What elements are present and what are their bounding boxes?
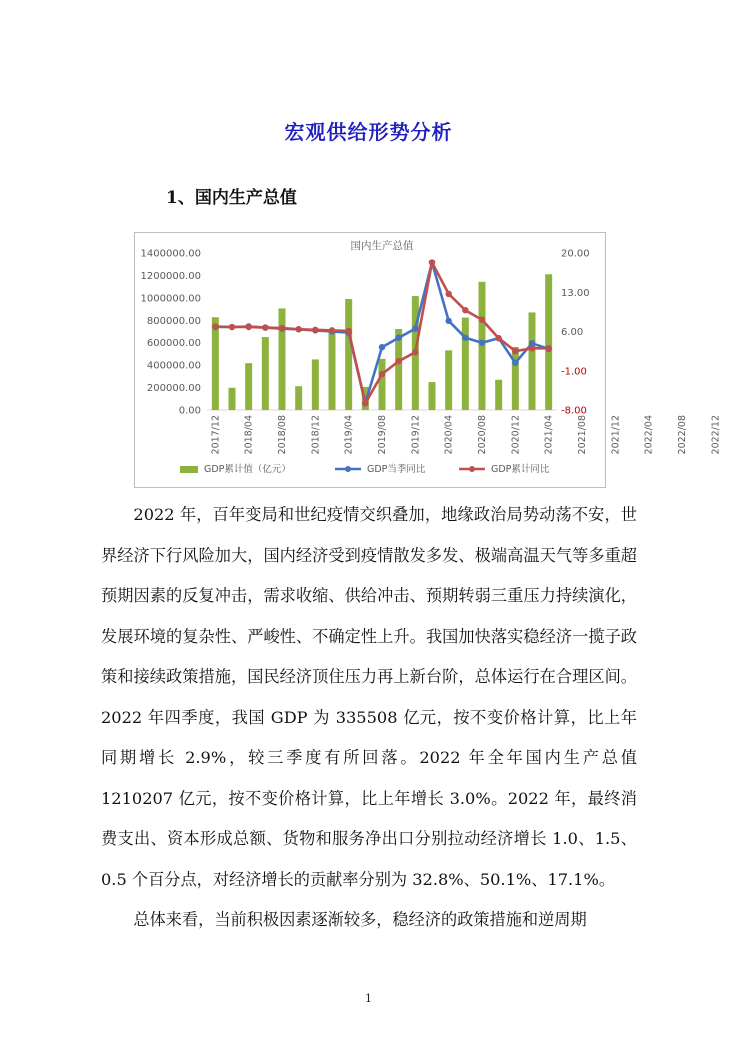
bar: [429, 382, 436, 410]
x-tick-label: 2021/04: [543, 415, 555, 455]
x-tick-label: 2021/08: [577, 415, 588, 455]
point-cumulative: [445, 291, 451, 297]
point-cumulative: [462, 307, 468, 313]
point-cumulative: [512, 348, 518, 354]
x-tick-label: 2018/12: [310, 415, 322, 455]
point-quarterly: [379, 344, 385, 350]
y-left-tick-label: 1000000.00: [140, 293, 201, 305]
x-tick-label: 2020/04: [443, 415, 455, 455]
paragraph-2: 总体来看，当前积极因素逐渐较多，稳经济的政策措施和逆周期: [133, 910, 587, 929]
y-left-tick-label: 1400000.00: [140, 248, 201, 260]
y-right-tick-label: 20.00: [561, 248, 590, 260]
point-quarterly: [512, 360, 518, 366]
legend-label-line: GDP累计同比: [491, 464, 550, 475]
point-cumulative: [529, 345, 535, 351]
y-left-tick-label: 0.00: [178, 405, 201, 417]
point-quarterly: [445, 318, 451, 324]
y-left-tick-label: 1200000.00: [140, 270, 201, 282]
y-right-tick-label: 6.00: [561, 327, 584, 338]
bar: [329, 332, 336, 411]
point-cumulative: [312, 327, 318, 333]
y-right-tick-label: -8.00: [561, 405, 587, 417]
y-left-tick-label: 200000.00: [146, 383, 201, 395]
page-number: 1: [365, 992, 372, 1005]
x-tick-label: 2018/04: [243, 415, 255, 455]
y-left-tick-label: 600000.00: [146, 338, 201, 350]
point-cumulative: [429, 259, 435, 265]
x-tick-label: 2022/12: [710, 415, 722, 455]
bar: [512, 347, 519, 410]
bar: [379, 359, 386, 410]
page-title: 宏观供给形势分析: [284, 120, 453, 144]
bar: [279, 308, 286, 410]
section-heading: 1、国内生产总值: [166, 188, 297, 208]
legend-swatch-marker: [345, 466, 351, 472]
chart-title: 国内生产总值: [350, 240, 414, 252]
point-cumulative: [495, 335, 501, 341]
x-tick-label: 2018/08: [277, 415, 288, 455]
point-quarterly: [462, 334, 468, 340]
x-tick-label: 2020/12: [510, 415, 522, 455]
bar: [262, 337, 269, 410]
bar: [545, 274, 552, 410]
x-tick-label: 2022/08: [677, 415, 688, 455]
bar: [229, 388, 236, 410]
point-cumulative: [379, 371, 385, 377]
legend-swatch-marker: [469, 466, 475, 472]
x-tick-label: 2019/08: [377, 415, 388, 455]
bar: [395, 329, 402, 410]
paragraph-1: 2022 年，百年变局和世纪疫情交织叠加，地缘政治局势动荡不安，世界经济下行风险加大，国内经济受到疫情散发多发、极端高温天气等多重超预期因素的反复冲击，需求收缩、供给冲击、预期转弱三重压力持续演化，发展环境的复杂性、严峻性、不确定性上升。我国加快落实稳经济一揽子政策和接续政策措施，国民经济顶住压力再上新台阶，总体运行在合理区间。2022 年四季度，我国 GDP 为 335508 亿元，按不变价格计算，比上年同期增长 2.9%，较三季度有所回落。2022 年全年国内生产总值 1210207 亿元，按不变价格计算，比上年增长 3.0%。2022 年，最终消费支出、资本形成总额、货物和服务净出口分别拉动经济增长 1.0、1.5、0.5 个百分点，对经济增长的贡献率分别为 32.8%、50.1%、17.1%。: [101, 505, 637, 889]
gdp-chart-svg: [135, 233, 722, 487]
bar: [529, 312, 536, 410]
point-cumulative: [479, 317, 485, 323]
bar: [312, 359, 319, 410]
point-cumulative: [262, 324, 268, 330]
point-cumulative: [245, 324, 251, 330]
y-right-tick-label: -1.00: [561, 366, 587, 378]
y-left-tick-label: 400000.00: [146, 360, 201, 372]
bar: [295, 386, 302, 410]
bar: [345, 299, 352, 410]
bar: [462, 318, 469, 410]
point-cumulative: [395, 358, 401, 364]
y-left-tick-label: 800000.00: [146, 315, 201, 327]
point-cumulative: [229, 324, 235, 330]
legend-label-line: GDP当季同比: [367, 464, 426, 475]
x-tick-label: 2019/04: [343, 415, 355, 455]
bar: [495, 380, 502, 410]
bar: [212, 317, 219, 410]
point-cumulative: [295, 326, 301, 332]
y-right-tick-label: 13.00: [561, 287, 590, 299]
legend-swatch-bar: [180, 466, 198, 473]
x-tick-label: 2017/12: [210, 415, 222, 455]
point-cumulative: [279, 325, 285, 331]
x-tick-label: 2020/08: [477, 415, 488, 455]
legend-label-bar: GDP累计值（亿元）: [204, 464, 291, 475]
x-tick-label: 2022/04: [643, 415, 655, 455]
gdp-chart: [134, 232, 722, 488]
bar: [245, 363, 252, 410]
x-tick-label: 2021/12: [610, 415, 622, 455]
point-cumulative: [212, 323, 218, 329]
point-quarterly: [479, 340, 485, 346]
body-text: [101, 495, 637, 941]
point-quarterly: [412, 325, 418, 331]
point-cumulative: [412, 349, 418, 355]
x-tick-label: 2019/12: [410, 415, 422, 455]
point-quarterly: [395, 334, 401, 340]
point-cumulative: [345, 328, 351, 334]
point-cumulative: [329, 327, 335, 333]
bar: [445, 350, 452, 410]
point-cumulative: [545, 345, 551, 351]
point-cumulative: [362, 400, 368, 406]
